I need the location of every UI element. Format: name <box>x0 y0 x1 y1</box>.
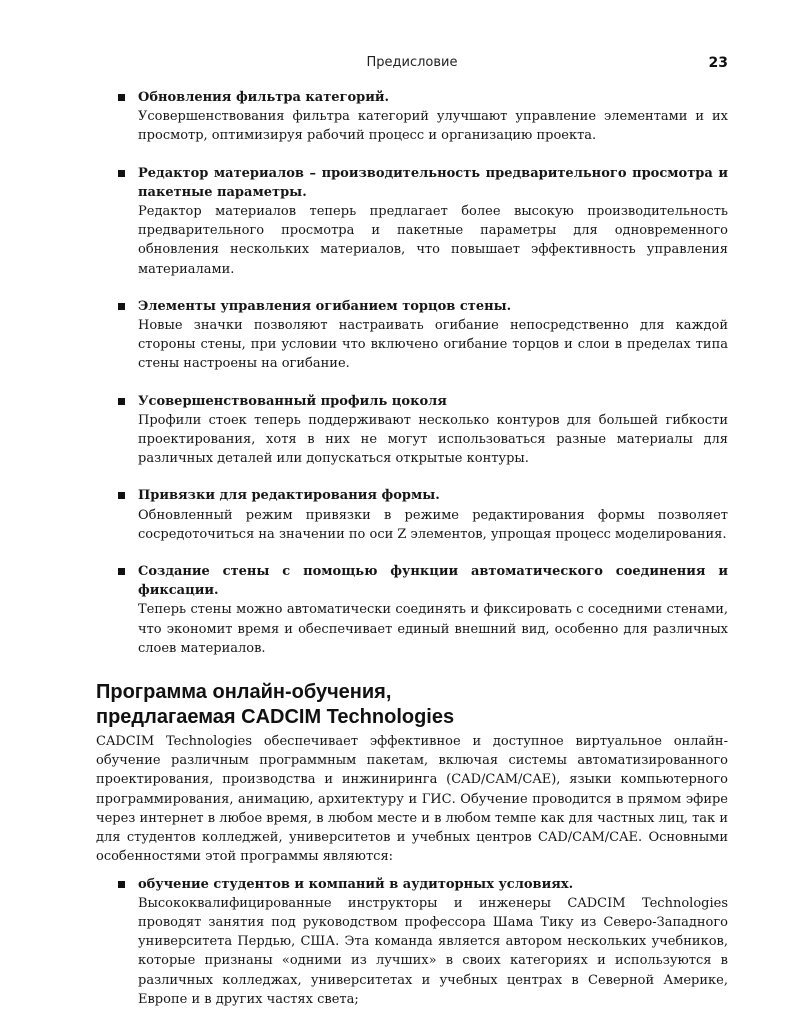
square-bullet-icon <box>118 492 125 499</box>
program-feature-list <box>96 875 728 1009</box>
program-feature-title: обучение студентов и компаний в аудиторных условиях. <box>138 876 574 892</box>
section-heading-line-2: предлагаемая CADCIM Technologies <box>96 706 455 729</box>
feature-description: Редактор материалов теперь предлагает более высокую производительность предварительного просмотра и пакетные параметры для одновременного обновления нескольких материалов, что повышает эффективность управления материалами. <box>138 204 728 277</box>
section-heading-line-1: Программа онлайн-обучения, <box>96 681 392 704</box>
running-header <box>96 55 728 75</box>
feature-title: Привязки для редактирования формы. <box>138 488 440 504</box>
square-bullet-icon <box>118 170 125 177</box>
running-title: Предисловие <box>366 55 458 70</box>
feature-list <box>96 88 728 658</box>
square-bullet-icon <box>118 94 125 101</box>
feature-title: Создание стены с помощью функции автоматического соединения и фиксации. <box>138 564 728 599</box>
feature-description: Обновленный режим привязки в режиме редактирования формы позволяет сосредоточиться на значении по оси Z элементов, упрощая процесс моделирования. <box>138 507 728 542</box>
feature-title: Обновления фильтра категорий. <box>138 90 390 105</box>
list-item <box>96 486 728 544</box>
list-item <box>96 297 728 374</box>
square-bullet-icon <box>118 398 125 405</box>
list-item <box>96 164 728 279</box>
feature-title: Редактор материалов – производительность предварительного просмотра и пакетные параметры. <box>138 165 728 200</box>
feature-title: Элементы управления огибанием торцов стены. <box>138 298 512 314</box>
square-bullet-icon <box>118 303 125 310</box>
list-item <box>96 875 728 1009</box>
feature-description: Теперь стены можно автоматически соединять и фиксировать с соседними стенами, что экономит время и обеспечивает единый внешний вид, особенно для различных слоев материалов. <box>138 602 728 656</box>
list-item <box>96 562 728 658</box>
square-bullet-icon <box>118 881 125 888</box>
feature-description: Новые значки позволяют настраивать огибание непосредственно для каждой стороны стены, при условии что включено огибание торцов и слои в пределах типа стены настроены на огибание. <box>138 318 728 372</box>
feature-description: Усовершенствования фильтра категорий улучшают управление элементами и их просмотр, оптимизируя рабочий процесс и организацию проекта. <box>138 109 728 144</box>
section-paragraph: CADCIM Technologies обеспечивает эффективное и доступное виртуальное онлайн-обучение различным программным пакетам, включая системы автоматизированного проектирования, производства и инжиниринга (CAD/CAM/CAE), языки компьютерного программирования, анимацию, архитектуру и ГИС. Обучение проводится в прямом эфире через интернет в любое время, в любом месте и в любом темпе как для частных лиц, так и для студентов колледжей, университетов и учебных центров CAD/CAM/CAE. Основными особенностями этой программы являются: <box>96 734 728 865</box>
list-item <box>96 88 728 146</box>
program-feature-description: Высококвалифицированные инструкторы и инженеры CADCIM Technologies проводят занятия под руководством профессора Шама Тику из Северо-Западного университета Пердью, США. Эта команда является автором нескольких учебников, которые признаны «одними из лучших» в своих категориях и используются в различных колледжах, университетах и учебных центрах в Северной Америке, Европе и в других частях света; <box>138 895 728 1007</box>
section-heading <box>96 680 728 730</box>
square-bullet-icon <box>118 568 125 575</box>
list-item <box>96 392 728 469</box>
page-content <box>96 88 728 1009</box>
feature-description: Профили стоек теперь поддерживают несколько контуров для большей гибкости проектирования, хотя в них не могут использоваться разные материалы для различных деталей или допускаться открытые контуры. <box>138 412 728 467</box>
feature-title: Усовершенствованный профиль цоколя <box>138 393 447 409</box>
page-number: 23 <box>708 55 728 71</box>
